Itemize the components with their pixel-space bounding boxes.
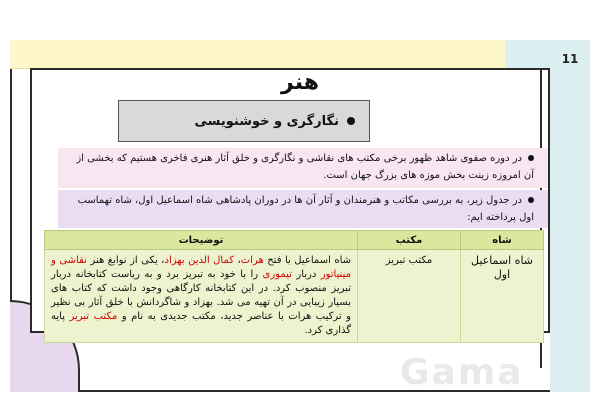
watermark-logo: Gama	[400, 352, 524, 393]
desc-highlight: تیموری	[262, 269, 292, 280]
header-school: مکتب	[358, 231, 461, 250]
desc-highlight: هرات	[240, 255, 264, 266]
schools-table	[44, 230, 544, 343]
paragraph-1	[58, 148, 548, 188]
top-teal-strip	[505, 40, 550, 68]
desc-highlight: کمال الدین بهزاد	[164, 255, 235, 266]
top-band	[10, 40, 590, 69]
page-number: 11	[561, 52, 579, 66]
section-heading: نگارگری و خوشنویسی	[194, 113, 339, 129]
desc-highlight: نقاشی و مینیاتور	[51, 255, 351, 280]
bullet-icon	[528, 155, 534, 161]
desc-text: ،	[234, 255, 241, 266]
paragraph-2-text: در جدول زیر، به بررسی مکاتب و هنرمندان و آثار آن ها در دوران پادشاهی شاه اسماعیل اول، شاه تهماسب اول پرداخته ایم:	[77, 195, 534, 223]
desc-text: شاه اسماعیل با فتح	[263, 255, 352, 266]
cell-king: شاه اسماعیل اول	[461, 250, 544, 343]
right-column	[550, 40, 590, 392]
desc-text: ، یکی از نوابغ هنر	[86, 255, 165, 266]
desc-text: را با خود به تبریز برد و به ریاست کتابخانه دربار تبریز منصوب کرد. در این کتابخانه کارگاهی وجود داشت که کتاب های بسیار زیبایی در آن تهیه می شد. بهزاد و شاگردانش با خلق آثار بی نظیر و ترکیب هرات با عناصر جدید، مکتب جدیدی به نام و	[51, 269, 351, 322]
paragraph-1-text: در دوره صفوی شاهد ظهور برخی مکتب های نقاشی و نگارگری و خلق آثار هنری فاخری هستیم که بخشی از آن امروزه زینت بخش موزه های بزرگ جهان است.	[76, 153, 534, 181]
cell-description	[45, 250, 358, 343]
section-heading-box	[118, 100, 370, 142]
desc-text: پایه گذاری کرد.	[51, 311, 351, 336]
table-row	[45, 250, 544, 343]
page-title: هنر	[281, 70, 319, 95]
table-header-row	[45, 231, 544, 250]
header-description: توضیحات	[45, 231, 358, 250]
desc-highlight: مکتب تبریز	[69, 311, 118, 322]
header-king: شاه	[461, 231, 544, 250]
bullet-icon	[347, 117, 355, 125]
desc-text: دربار	[291, 269, 321, 280]
bullet-icon	[528, 197, 534, 203]
cell-school: مکتب تبریز	[358, 250, 461, 343]
paragraph-2	[58, 190, 548, 228]
